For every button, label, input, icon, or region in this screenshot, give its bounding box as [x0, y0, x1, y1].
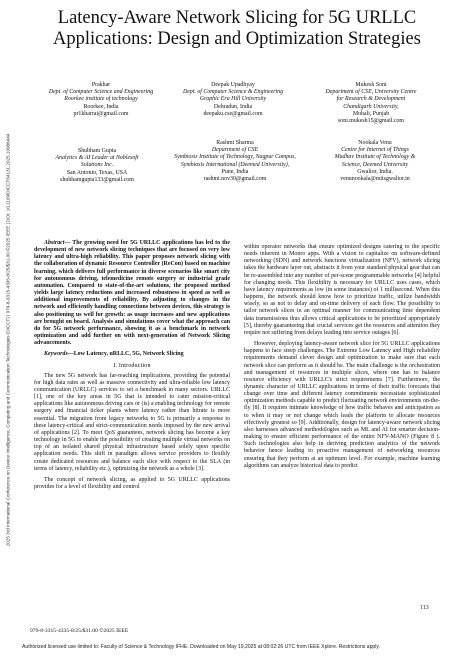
author-block-4 [32, 148, 162, 184]
author-name: Prakhar [91, 82, 111, 88]
author-block-3 [305, 82, 437, 125]
author-name: Nookala Venu [358, 140, 392, 146]
author-email: rashmi.nov30@gmail.com [203, 176, 267, 183]
abstract [34, 240, 230, 347]
author-affiliation: for Research & Development [336, 96, 406, 103]
author-block-5 [160, 140, 310, 183]
author-email: deepaku.cse@gmail.com [203, 110, 263, 117]
author-location: Roorkee, India [83, 103, 119, 110]
title-line-1: Latency-Aware Network Slicing for 5G URLLC [57, 8, 417, 28]
conference-sidebar [3, 60, 13, 620]
section-heading-introduction: I. Introduction [113, 362, 151, 369]
right-paragraph-2: However, deploying latency-aware network slice for 5G URLLC applications happens to face steep challenges. The Extreme Low Latency and High reliability requirements demand clever design and optimization to make sure that each network slice can perform as it should be. The main challenge is the orchestration and management of resources in multiple slices, where one has to balance resource efficiency with URLLC's strict requirements [7]. Furthermore, the dynamic character of URLLC applications in terms of their traffic forecasts that change over time and different latency commitments necessitate sophisticated optimization methods capable to predict fluctuating network environments on-the-fly [8]. It requires intimate knowledge of how traffic behaves and anticipation as to when it may or not change which leads the platform to allocate resources effectively greatest so [9]. Additionally, design for latency-aware network slicing also harnesses advanced methodologies such as ML and AI for smarter decision-making to ensure efficient performance of the entire NFV-MANO (Figure 8 ). Such technologies also help in deriving prediction analytics of the network behavior hence leading to proactive management of networking resources ensuring that they perform at an optimum level. For example, machine learning algorithms can analyze historical data to predict [244, 341, 440, 469]
right-paragraph-1: within operator networks that ensure optimized designs catering to the specific needs inherent in Monro apps. With a vision to capitalize on software-defined networking (SDN) and network functions virtualization (NFV), network slicing takes the hardware layer out, abstracts it from your standard physical gear that can be re-assembled into any number of per-scene programmable networks [4] helpful for changing needs. This flexibility is necessary for URLLC uses cases, which have latency requirements as low (in some instances) of 1 millisecond. When this happens, the network should know how to prioritize traffic, utilize bandwidth wisely, so as not to delay and on-time delivery of each flow. The possibility to tailor network slices in an optimal manner for communicating time dependent data transmissions thus allows critical applications to be prioritized appropriately [5], thereby guaranteeing that crucial services get the resources and attention they require not suffering from delays leading into service outages [6]. [244, 244, 440, 336]
intro-paragraph-1: The new 5G network has far-reaching implications, providing the potential for high data rates as well as massive connectivity and ultra-reliable low latency communication (URLLC) services to set a benchmark in many sectors. URLLC [1], one of the key areas in 5G that is intended to cater mission-critical applications like autonomous driving cars or (is) a enabling technology for remote surgery and financial ticker plants where latency rather than bitrate is more essential. The migration from legacy networks to 5G is primarily a response to these latency-critical and strict-communication needs imposed by the new arrival of applications [2]. To meet QoS guarantees, network slicing has become a key technology in 5G to enable the possibility of creating multiple virtual networks on top of an isolated shared physical infrastructure based solely upon specific application needs. This shift in paradigm allows service providers to flexibly create dedicated resources and balance each slice with respect to the SLA (in terms of latency, reliability etc.), optimizing the network as a whole [3]. [34, 372, 230, 472]
author-block-2 [168, 82, 298, 118]
abstract-label: Abstract— [44, 240, 71, 246]
author-location: Gwalior, India. [357, 168, 393, 175]
author-affiliation: Solutions Inc. [80, 162, 114, 169]
author-name: Rashmi Sharma [216, 140, 254, 146]
author-affiliation: Roorkee institute of technology [64, 96, 138, 103]
license-notice: Authorized licensed use limited to: Faculty of Science & Technology IFHE. Downloaded on May 19,2025 at 08:02:26 UTC from IEEE Xplore. Restrictions apply. [22, 644, 380, 650]
author-location: Pune, India [221, 168, 249, 175]
keywords-label: Keywords— [44, 351, 74, 358]
author-email: shubhamgupta133@gmail.com [60, 176, 134, 183]
author-email: soni.mukesh15@gmail.com [338, 118, 404, 125]
author-affiliation: Chandigarh University, [343, 103, 399, 110]
author-email: venunookala@mitsgwalior.in [340, 176, 410, 183]
author-location: Dehradun, India [213, 103, 253, 110]
author-location: San Antonio, Texas, USA [66, 169, 128, 176]
author-affiliation: Centre for Internet of Things [341, 147, 409, 154]
author-affiliation: Dept. of Computer Science & Engineering [182, 89, 284, 96]
author-affiliation: Madhav Institute of Technology & [334, 154, 416, 161]
title-line-2: Applications: Design and Optimization Strategies [53, 29, 421, 49]
author-email: pr1kharrai@gmail.com [73, 110, 129, 117]
author-name: Shubham Gupta [77, 148, 117, 154]
author-block-6 [310, 140, 440, 183]
author-affiliation: Science, Deemed University [341, 161, 409, 168]
author-name: Mukesh Soni [355, 82, 387, 88]
author-affiliation: Department of CSE [211, 147, 259, 154]
author-affiliation: Dept. of Computer Science and Engineering [48, 89, 154, 96]
sidebar-text: 2025 3rd International Conference on Device Intelligence, Computing and Communication Technologies (DICCT) | 979-8-3315-4335-8/25/$31.00 ©2025 IEEE | DOI: 10.1109/DICCT64131.2025.10986444 [5, 133, 11, 547]
left-column [34, 240, 230, 491]
page-number: 113 [420, 605, 429, 611]
footer-copyright: 979-8-3315-4335-8/25/$31.00 ©2025 IEEE [30, 628, 129, 634]
author-block-1 [36, 82, 166, 118]
keywords-text: Low Latency, uRLLC, 5G, Network Slicing [73, 351, 184, 358]
author-affiliation: Symbiosis International (Deemed University), [180, 161, 290, 168]
author-name: Deepak Upadhyay [211, 82, 255, 88]
author-affiliation: Graphic Era Hill University [199, 96, 267, 103]
author-affiliation: Symbiosis Institute of Technology, Nagpur Campus, [174, 154, 296, 161]
abstract-text: The growing need for 5G URLLC applications has led to the development of new network slicing techniques that are focused on very low latency and ultra-high reliability. This paper proposes network slicing with the collaboration of dynamic Resource Controller (ReCon) based on machine learning, which delivers full performance in diverse scenarios like smart city for autonomous driving, telemedicine remote surgery or industrial grade automation. Compared to state-of-the-art solutions, the proposed method yields large latency reductions and increased robustness in speed as well as additional improvements of reliability. By adjusting to changes in the network and efficiently handling connections between devices, this strategy is also positioning us well for growth: as usage increases and new applications are brought on board. Analysis and simulations cover what the approach can do for 5G network performance, showing it as a benchmark in network optimization and add further on with next-generation of Network Slicing advancements. [34, 240, 230, 347]
keywords [34, 351, 230, 358]
author-location: Mohali, Punjab [352, 110, 390, 117]
paper-title [30, 8, 444, 50]
author-affiliation: Analytics & AI Leader at Noblesoft [55, 155, 139, 162]
intro-paragraph-2: The concept of network slicing, as applied to 5G URLLC applications provides for a level of flexibility and control [34, 476, 230, 490]
author-affiliation: Department of CSE, University Centre [325, 89, 417, 96]
right-column [244, 244, 440, 470]
